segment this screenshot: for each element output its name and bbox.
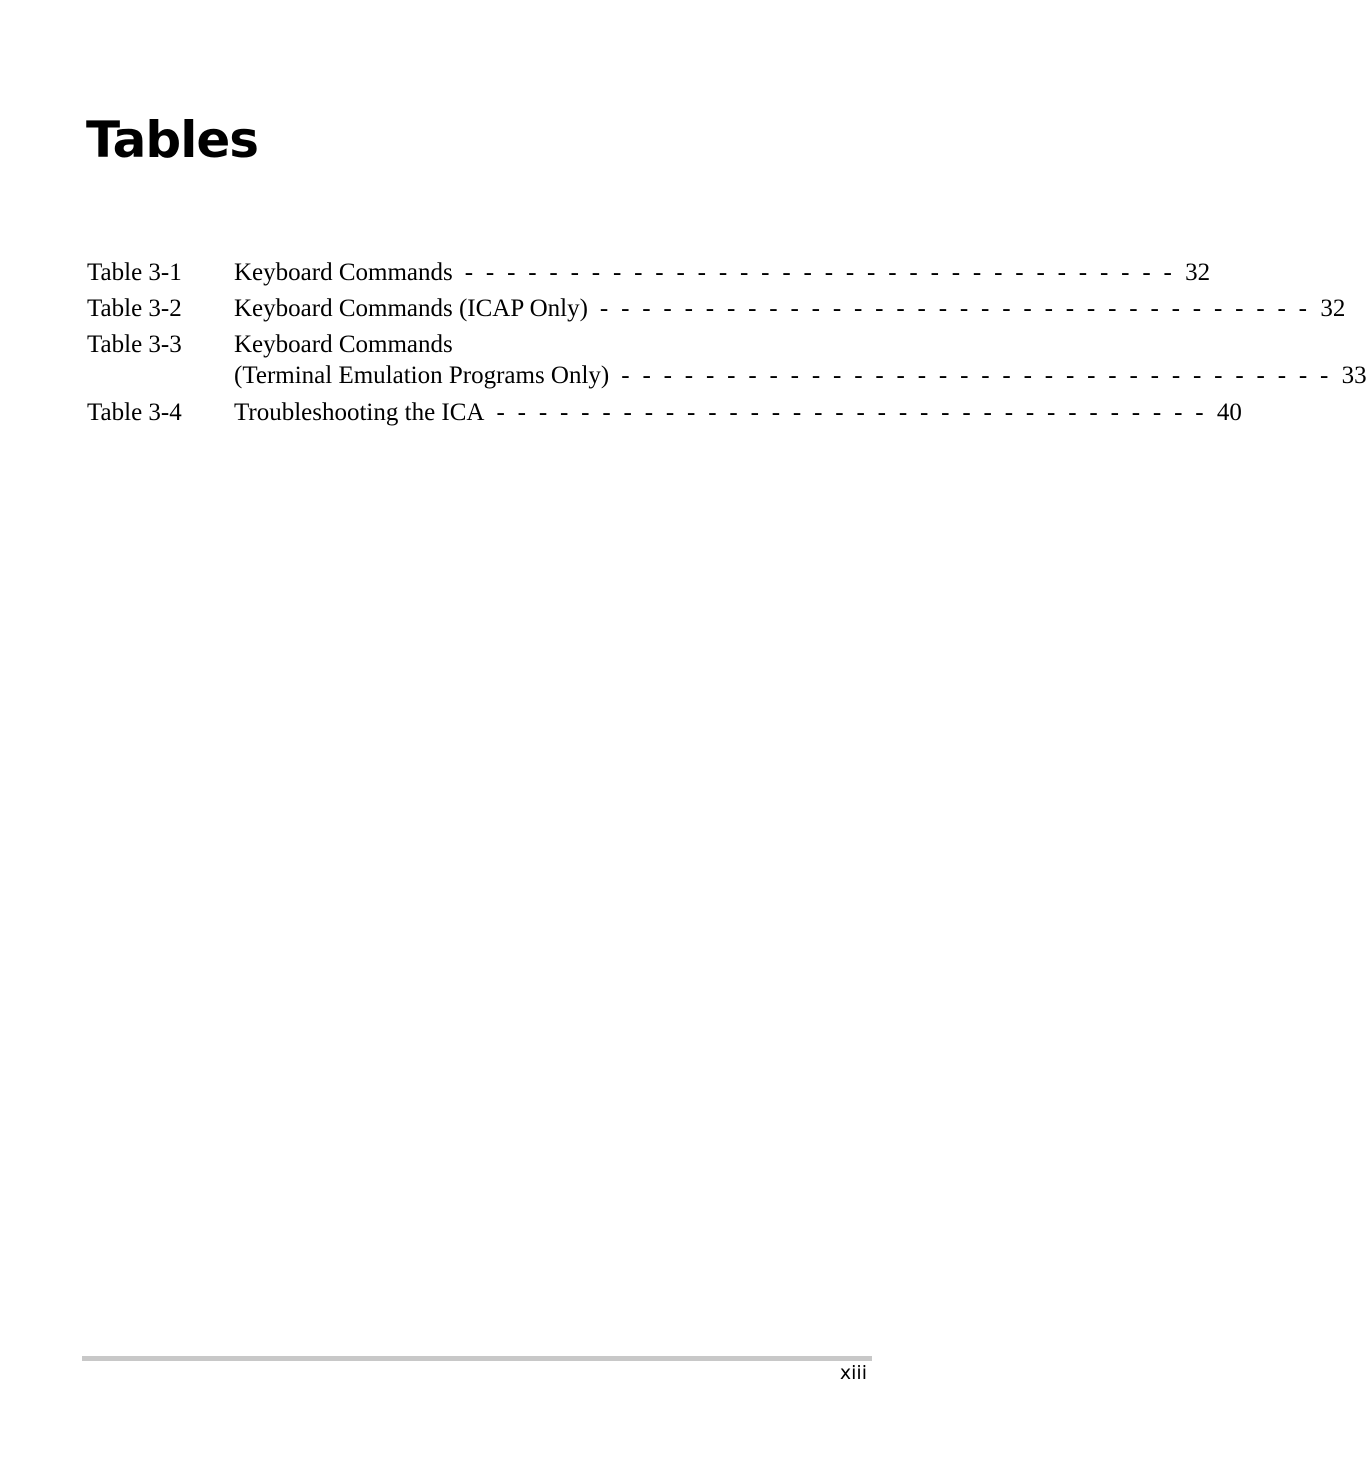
table-of-tables	[87, 255, 1367, 431]
toc-entry-number: Table 3-1	[87, 259, 182, 286]
dot-leader: - - - - - - - - - - - - - - - - - - - - - - - - - - - - - - - - - -	[464, 259, 1176, 286]
toc-entry-table-3-2[interactable]	[87, 291, 1346, 327]
toc-entry-number: Table 3-4	[87, 399, 182, 426]
toc-entry-page: 32	[1320, 295, 1346, 322]
toc-entry-number: Table 3-2	[87, 295, 182, 322]
toc-entry-table-3-1[interactable]	[87, 255, 1211, 291]
toc-entry-table-3-4[interactable]	[87, 395, 1242, 431]
toc-entry-title-continued: (Terminal Emulation Programs Only)	[234, 362, 610, 389]
toc-entry-number: Table 3-3	[87, 331, 182, 358]
toc-entry-table-3-3[interactable]	[87, 329, 1367, 391]
toc-entry-title: Keyboard Commands	[234, 259, 453, 286]
footer-rule	[82, 1356, 872, 1361]
dot-leader: - - - - - - - - - - - - - - - - - - - - - - - - - - - - - - - - - -	[621, 362, 1332, 389]
toc-entry-title: Keyboard Commands	[234, 331, 453, 358]
toc-entry-title: Troubleshooting the ICA	[234, 399, 485, 426]
dot-leader: - - - - - - - - - - - - - - - - - - - - - - - - - - - - - - - - - -	[599, 295, 1311, 322]
toc-entry-title: Keyboard Commands (ICAP Only)	[234, 295, 588, 322]
toc-entry-page: 40	[1216, 399, 1242, 426]
dot-leader: - - - - - - - - - - - - - - - - - - - - - - - - - - - - - - - - - -	[496, 399, 1207, 426]
page-number: xiii	[839, 1362, 867, 1384]
page-title: Tables	[86, 111, 259, 169]
toc-entry-page: 32	[1185, 259, 1211, 286]
toc-entry-page: 33	[1341, 362, 1367, 389]
